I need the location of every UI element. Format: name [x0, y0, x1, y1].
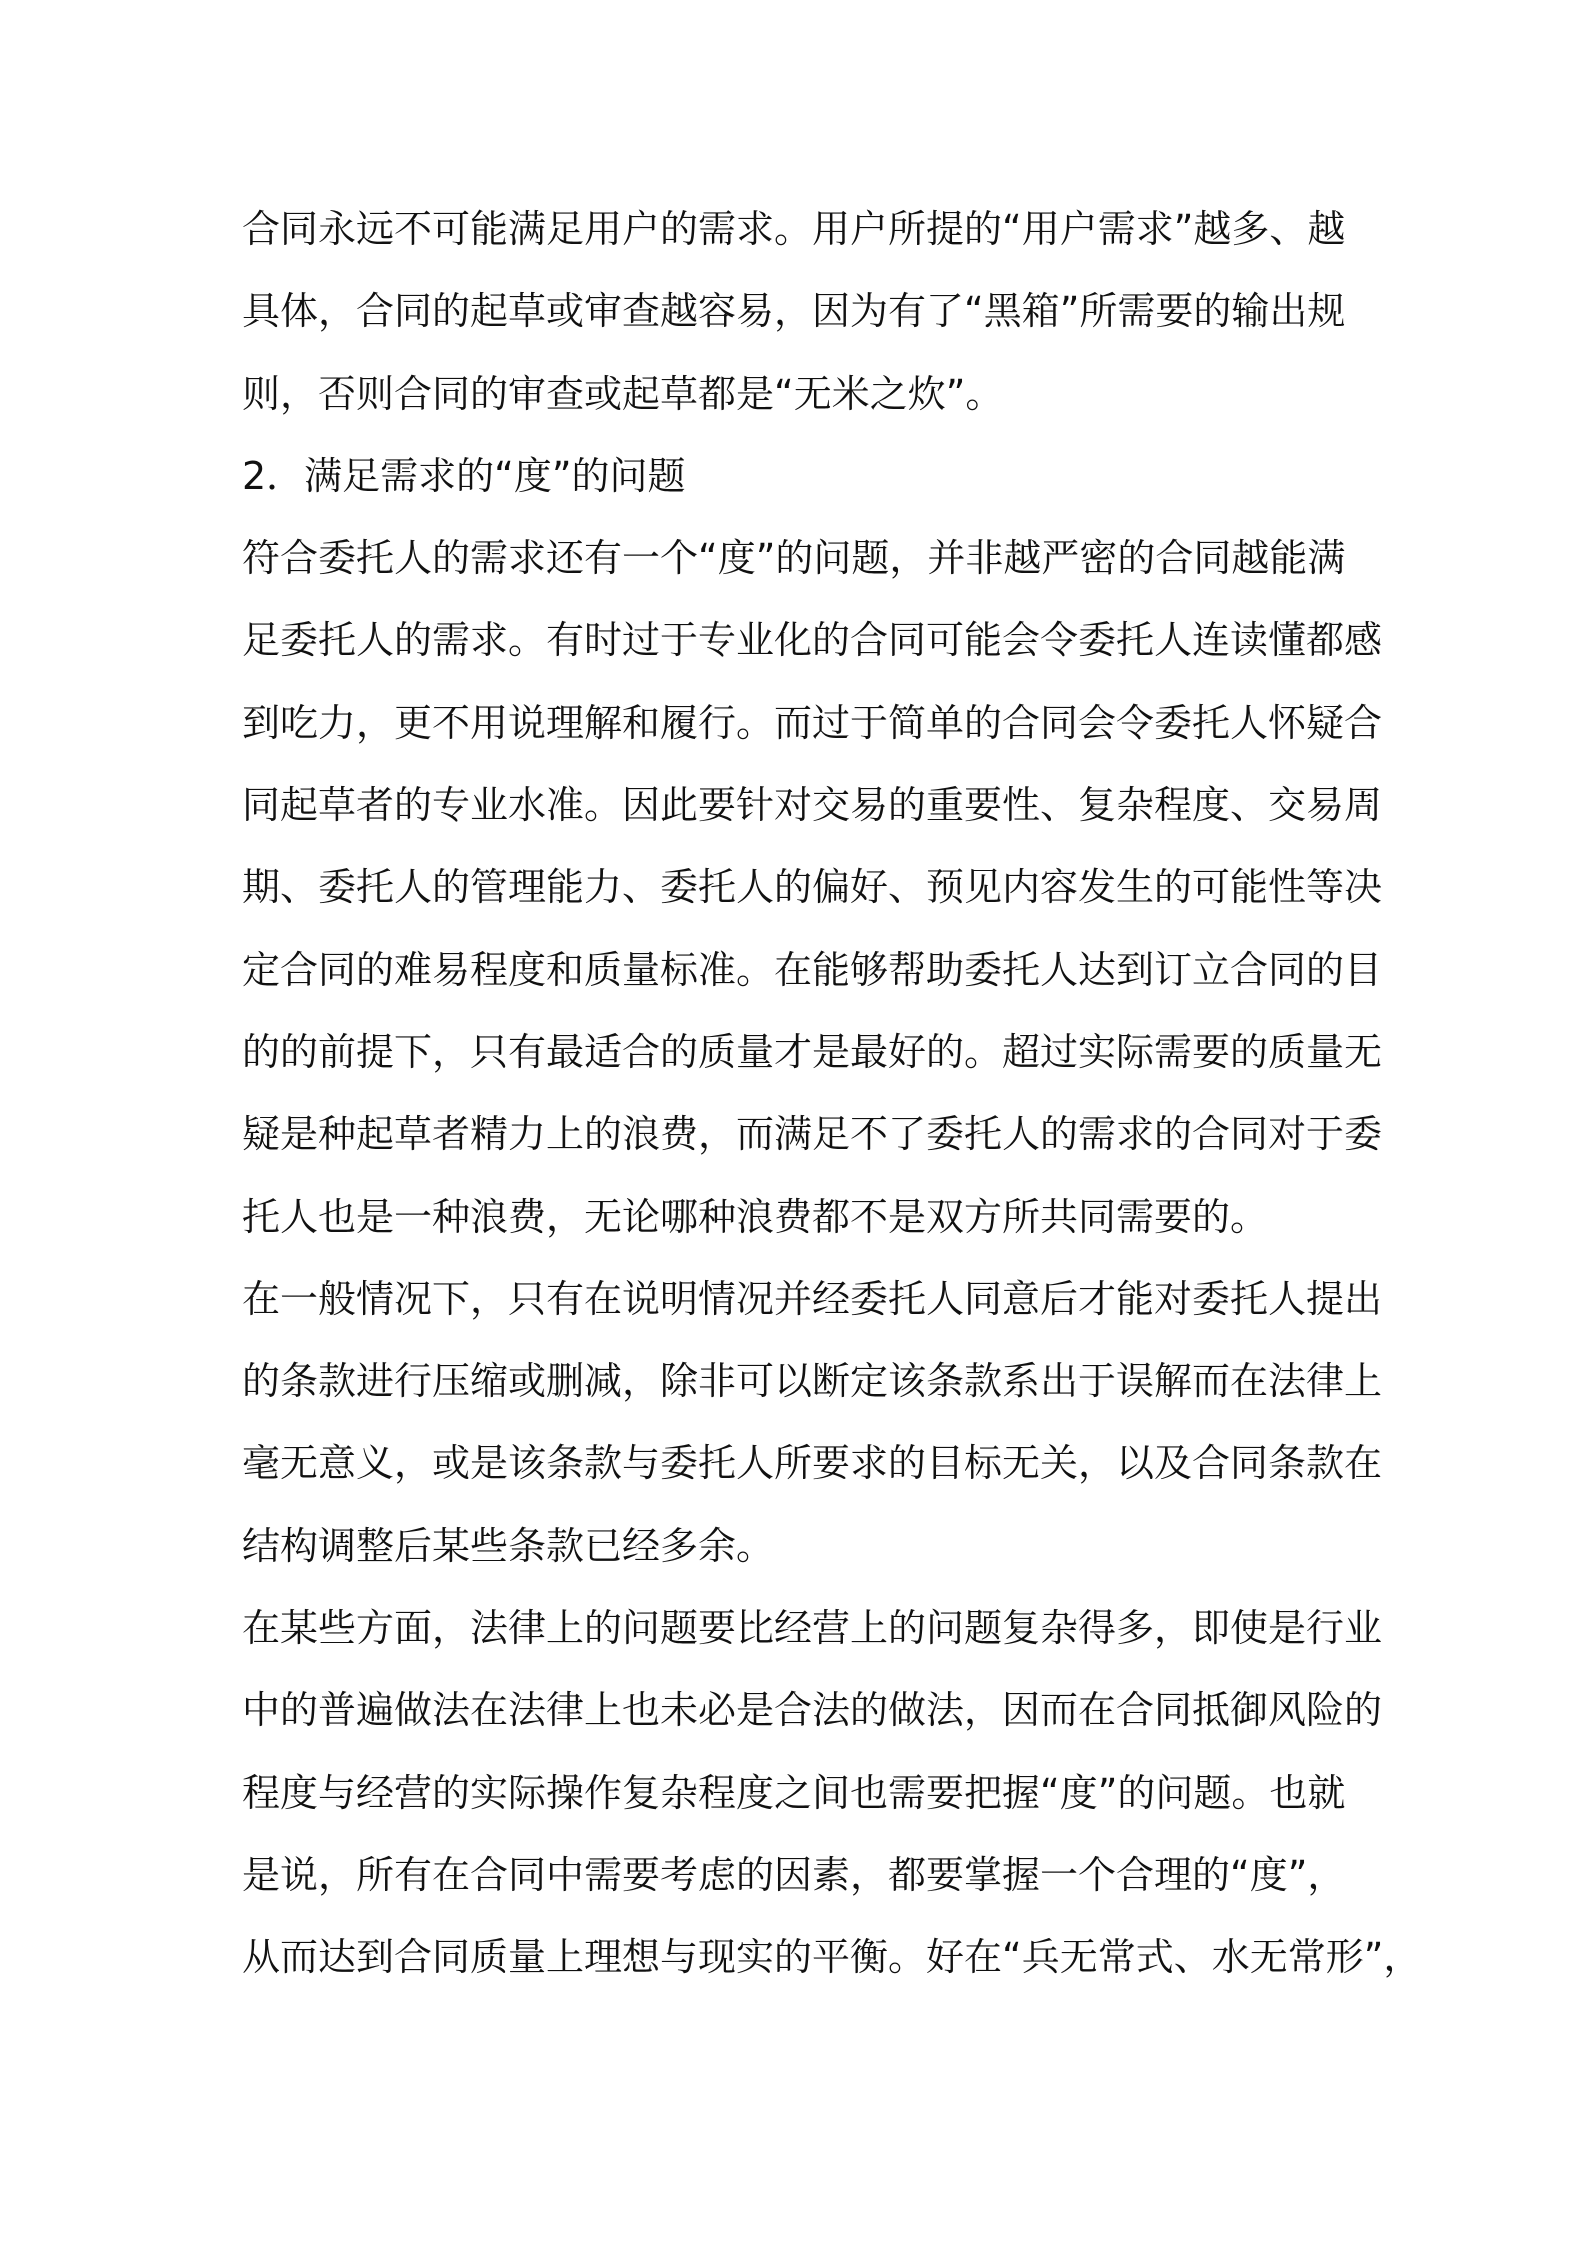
document-body — [242, 188, 1422, 1999]
text-line: 结构调整后某些条款已经多余。 — [242, 1523, 775, 1568]
text-line: 从而达到合同质量上理想与现实的平衡。好在“兵无常式、水无常形”， — [242, 1935, 1422, 1980]
text-line: 到吃力，更不用说理解和履行。而过于简单的合同会令委托人怀疑合 — [242, 700, 1383, 745]
text-line: 定合同的难易程度和质量标准。在能够帮助委托人达到订立合同的目 — [242, 947, 1383, 992]
text-line: 合同永远不可能满足用户的需求。用户所提的“用户需求”越多、越 — [242, 207, 1346, 251]
text-line: 足委托人的需求。有时过于专业化的合同可能会令委托人连读懂都感 — [242, 618, 1383, 663]
text-line: 在某些方面，法律上的问题要比经营上的问题复杂得多，即使是行业 — [242, 1606, 1383, 1651]
text-line: 托人也是一种浪费，无论哪种浪费都不是双方所共同需要的。 — [242, 1194, 1269, 1239]
text-line: 期、委托人的管理能力、委托人的偏好、预见内容发生的可能性等决 — [242, 865, 1383, 910]
text-line: 是说，所有在合同中需要考虑的因素，都要掌握一个合理的“度”， — [242, 1852, 1346, 1897]
text-line: 的的前提下，只有最适合的质量才是最好的。超过实际需要的质量无 — [242, 1029, 1383, 1074]
text-line: 毫无意义，或是该条款与委托人所要求的目标无关，以及合同条款在 — [242, 1441, 1383, 1486]
text-line: 中的普遍做法在法律上也未必是合法的做法，因而在合同抵御风险的 — [242, 1688, 1383, 1733]
text-line: 在一般情况下，只有在说明情况并经委托人同意后才能对委托人提出 — [242, 1276, 1383, 1321]
text-line: 疑是种起草者精力上的浪费，而满足不了委托人的需求的合同对于委 — [242, 1112, 1383, 1157]
text-line: 程度与经营的实际操作复杂程度之间也需要把握“度”的问题。也就 — [242, 1770, 1346, 1815]
text-line: 同起草者的专业水准。因此要针对交易的重要性、复杂程度、交易周 — [242, 783, 1383, 828]
text-line: 则，否则合同的审查或起草都是“无米之炊”。 — [242, 371, 1004, 416]
text-line: 的条款进行压缩或删减，除非可以断定该条款系出于误解而在法律上 — [242, 1359, 1383, 1404]
text-line: 具体，合同的起草或审查越容易，因为有了“黑箱”所需要的输出规 — [242, 289, 1346, 334]
section-heading: 2．满足需求的“度”的问题 — [242, 453, 686, 498]
text-line: 符合委托人的需求还有一个“度”的问题，并非越严密的合同越能满 — [242, 536, 1346, 581]
